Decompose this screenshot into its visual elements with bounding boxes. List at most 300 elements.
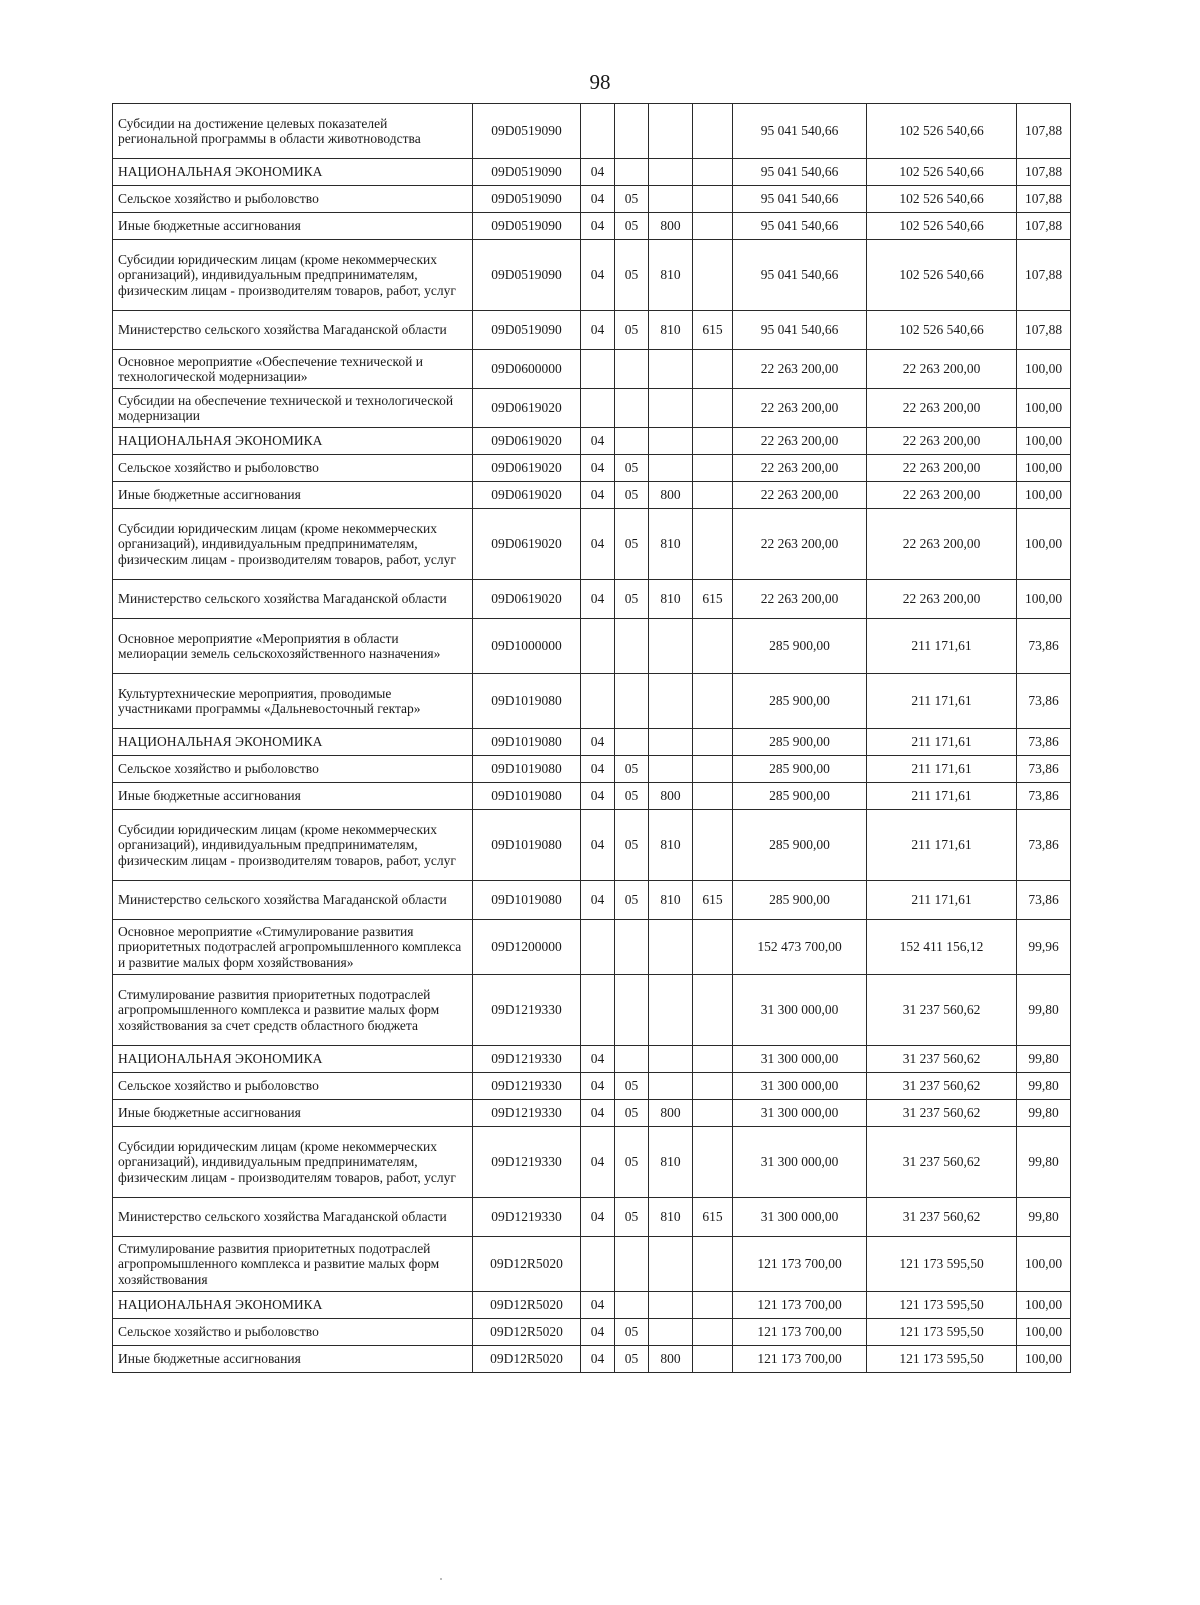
- planned-amount-cell: 95 041 540,66: [733, 311, 867, 350]
- administrator-cell: [693, 1346, 733, 1373]
- actual-amount-cell: 102 526 540,66: [867, 240, 1017, 311]
- section-cell: 04: [581, 729, 615, 756]
- row-name-cell: Субсидии юридическим лицам (кроме некоммерческих организаций), индивидуальным предпринимателям, физическим лицам - производителям товаров, работ, услуг: [113, 240, 473, 311]
- row-name-cell: Сельское хозяйство и рыболовство: [113, 186, 473, 213]
- execution-percent-cell: 100,00: [1017, 580, 1071, 619]
- subsection-cell: [615, 674, 649, 729]
- actual-amount-cell: 31 237 560,62: [867, 1198, 1017, 1237]
- planned-amount-cell: 121 173 700,00: [733, 1346, 867, 1373]
- planned-amount-cell: 22 263 200,00: [733, 482, 867, 509]
- actual-amount-cell: 211 171,61: [867, 881, 1017, 920]
- actual-amount-cell: 22 263 200,00: [867, 482, 1017, 509]
- administrator-cell: [693, 729, 733, 756]
- planned-amount-cell: 285 900,00: [733, 810, 867, 881]
- table-row: [113, 881, 1071, 920]
- planned-amount-cell: 285 900,00: [733, 783, 867, 810]
- target-article-cell: 09D1219330: [473, 1198, 581, 1237]
- expense-type-cell: 800: [649, 783, 693, 810]
- administrator-cell: [693, 104, 733, 159]
- administrator-cell: [693, 810, 733, 881]
- execution-percent-cell: 99,96: [1017, 920, 1071, 975]
- row-name-cell: НАЦИОНАЛЬНАЯ ЭКОНОМИКА: [113, 1292, 473, 1319]
- row-name-cell: Сельское хозяйство и рыболовство: [113, 756, 473, 783]
- target-article-cell: 09D0519090: [473, 240, 581, 311]
- actual-amount-cell: 102 526 540,66: [867, 311, 1017, 350]
- target-article-cell: 09D1219330: [473, 1127, 581, 1198]
- table-row: [113, 920, 1071, 975]
- table-row: [113, 1237, 1071, 1292]
- table-row: [113, 619, 1071, 674]
- row-name-cell: Иные бюджетные ассигнования: [113, 482, 473, 509]
- row-name-cell: Субсидии на достижение целевых показателей региональной программы в области животноводства: [113, 104, 473, 159]
- actual-amount-cell: 121 173 595,50: [867, 1237, 1017, 1292]
- section-cell: 04: [581, 810, 615, 881]
- target-article-cell: 09D0519090: [473, 213, 581, 240]
- expense-type-cell: 810: [649, 810, 693, 881]
- actual-amount-cell: 121 173 595,50: [867, 1292, 1017, 1319]
- target-article-cell: 09D1019080: [473, 756, 581, 783]
- execution-percent-cell: 107,88: [1017, 311, 1071, 350]
- actual-amount-cell: 31 237 560,62: [867, 1127, 1017, 1198]
- table-row: [113, 1127, 1071, 1198]
- table-row: [113, 674, 1071, 729]
- execution-percent-cell: 99,80: [1017, 1073, 1071, 1100]
- table-row: [113, 428, 1071, 455]
- row-name-cell: Субсидии на обеспечение технической и технологической модернизации: [113, 389, 473, 428]
- actual-amount-cell: 211 171,61: [867, 783, 1017, 810]
- execution-percent-cell: 100,00: [1017, 428, 1071, 455]
- subsection-cell: 05: [615, 1319, 649, 1346]
- actual-amount-cell: 22 263 200,00: [867, 455, 1017, 482]
- section-cell: 04: [581, 1100, 615, 1127]
- table-row: [113, 350, 1071, 389]
- execution-percent-cell: 99,80: [1017, 1198, 1071, 1237]
- administrator-cell: 615: [693, 311, 733, 350]
- row-name-cell: НАЦИОНАЛЬНАЯ ЭКОНОМИКА: [113, 1046, 473, 1073]
- expense-type-cell: [649, 455, 693, 482]
- actual-amount-cell: 211 171,61: [867, 810, 1017, 881]
- execution-percent-cell: 73,86: [1017, 783, 1071, 810]
- section-cell: [581, 674, 615, 729]
- execution-percent-cell: 73,86: [1017, 810, 1071, 881]
- expense-type-cell: [649, 1046, 693, 1073]
- execution-percent-cell: 100,00: [1017, 1319, 1071, 1346]
- subsection-cell: 05: [615, 455, 649, 482]
- planned-amount-cell: 285 900,00: [733, 619, 867, 674]
- actual-amount-cell: 22 263 200,00: [867, 509, 1017, 580]
- execution-percent-cell: 100,00: [1017, 1237, 1071, 1292]
- administrator-cell: [693, 350, 733, 389]
- row-name-cell: Министерство сельского хозяйства Магаданской области: [113, 881, 473, 920]
- table-row: [113, 810, 1071, 881]
- row-name-cell: Сельское хозяйство и рыболовство: [113, 455, 473, 482]
- table-row: [113, 1100, 1071, 1127]
- execution-percent-cell: 107,88: [1017, 213, 1071, 240]
- table-row: [113, 213, 1071, 240]
- table-row: [113, 509, 1071, 580]
- actual-amount-cell: 31 237 560,62: [867, 975, 1017, 1046]
- actual-amount-cell: 211 171,61: [867, 619, 1017, 674]
- execution-percent-cell: 100,00: [1017, 1292, 1071, 1319]
- row-name-cell: Основное мероприятие «Обеспечение технической и технологической модернизации»: [113, 350, 473, 389]
- administrator-cell: [693, 482, 733, 509]
- planned-amount-cell: 31 300 000,00: [733, 1100, 867, 1127]
- table-row: [113, 1346, 1071, 1373]
- row-name-cell: Субсидии юридическим лицам (кроме некоммерческих организаций), индивидуальным предпринимателям, физическим лицам - производителям товаров, работ, услуг: [113, 810, 473, 881]
- expense-type-cell: [649, 104, 693, 159]
- execution-percent-cell: 107,88: [1017, 159, 1071, 186]
- execution-percent-cell: 73,86: [1017, 756, 1071, 783]
- table-row: [113, 1319, 1071, 1346]
- section-cell: 04: [581, 580, 615, 619]
- table-row: [113, 186, 1071, 213]
- scan-speck: [440, 1578, 442, 1580]
- administrator-cell: [693, 186, 733, 213]
- actual-amount-cell: 152 411 156,12: [867, 920, 1017, 975]
- subsection-cell: 05: [615, 881, 649, 920]
- execution-percent-cell: 100,00: [1017, 350, 1071, 389]
- execution-percent-cell: 100,00: [1017, 482, 1071, 509]
- administrator-cell: [693, 1100, 733, 1127]
- actual-amount-cell: 22 263 200,00: [867, 428, 1017, 455]
- actual-amount-cell: 22 263 200,00: [867, 580, 1017, 619]
- section-cell: [581, 389, 615, 428]
- table-row: [113, 729, 1071, 756]
- administrator-cell: [693, 428, 733, 455]
- execution-percent-cell: 73,86: [1017, 729, 1071, 756]
- target-article-cell: 09D1019080: [473, 783, 581, 810]
- administrator-cell: [693, 509, 733, 580]
- planned-amount-cell: 22 263 200,00: [733, 350, 867, 389]
- planned-amount-cell: 31 300 000,00: [733, 975, 867, 1046]
- subsection-cell: [615, 389, 649, 428]
- administrator-cell: [693, 240, 733, 311]
- section-cell: 04: [581, 509, 615, 580]
- row-name-cell: Министерство сельского хозяйства Магаданской области: [113, 311, 473, 350]
- execution-percent-cell: 107,88: [1017, 240, 1071, 311]
- section-cell: [581, 1237, 615, 1292]
- subsection-cell: 05: [615, 213, 649, 240]
- subsection-cell: 05: [615, 810, 649, 881]
- section-cell: [581, 619, 615, 674]
- planned-amount-cell: 95 041 540,66: [733, 240, 867, 311]
- subsection-cell: [615, 159, 649, 186]
- section-cell: [581, 975, 615, 1046]
- subsection-cell: 05: [615, 756, 649, 783]
- administrator-cell: [693, 455, 733, 482]
- section-cell: 04: [581, 1319, 615, 1346]
- execution-percent-cell: 100,00: [1017, 389, 1071, 428]
- subsection-cell: 05: [615, 1346, 649, 1373]
- expense-type-cell: 800: [649, 1100, 693, 1127]
- expense-type-cell: 810: [649, 881, 693, 920]
- section-cell: 04: [581, 213, 615, 240]
- planned-amount-cell: 285 900,00: [733, 729, 867, 756]
- planned-amount-cell: 95 041 540,66: [733, 159, 867, 186]
- subsection-cell: [615, 729, 649, 756]
- target-article-cell: 09D0619020: [473, 509, 581, 580]
- administrator-cell: 615: [693, 580, 733, 619]
- expense-type-cell: [649, 920, 693, 975]
- row-name-cell: Основное мероприятие «Мероприятия в области мелиорации земель сельскохозяйственного назначения»: [113, 619, 473, 674]
- subsection-cell: 05: [615, 509, 649, 580]
- execution-percent-cell: 99,80: [1017, 1100, 1071, 1127]
- administrator-cell: [693, 389, 733, 428]
- administrator-cell: [693, 619, 733, 674]
- planned-amount-cell: 285 900,00: [733, 756, 867, 783]
- target-article-cell: 09D0619020: [473, 428, 581, 455]
- administrator-cell: [693, 975, 733, 1046]
- expense-type-cell: 800: [649, 1346, 693, 1373]
- row-name-cell: НАЦИОНАЛЬНАЯ ЭКОНОМИКА: [113, 729, 473, 756]
- actual-amount-cell: 121 173 595,50: [867, 1346, 1017, 1373]
- section-cell: 04: [581, 159, 615, 186]
- expense-type-cell: [649, 350, 693, 389]
- expense-type-cell: [649, 619, 693, 674]
- expense-type-cell: [649, 1073, 693, 1100]
- execution-percent-cell: 107,88: [1017, 186, 1071, 213]
- expense-type-cell: [649, 159, 693, 186]
- section-cell: 04: [581, 756, 615, 783]
- table-row: [113, 975, 1071, 1046]
- target-article-cell: 09D1019080: [473, 881, 581, 920]
- subsection-cell: [615, 1292, 649, 1319]
- table-row: [113, 311, 1071, 350]
- subsection-cell: [615, 975, 649, 1046]
- expense-type-cell: 800: [649, 213, 693, 240]
- section-cell: [581, 350, 615, 389]
- planned-amount-cell: 121 173 700,00: [733, 1292, 867, 1319]
- planned-amount-cell: 285 900,00: [733, 881, 867, 920]
- actual-amount-cell: 31 237 560,62: [867, 1046, 1017, 1073]
- target-article-cell: 09D1219330: [473, 975, 581, 1046]
- expense-type-cell: [649, 674, 693, 729]
- expense-type-cell: 810: [649, 1198, 693, 1237]
- row-name-cell: Министерство сельского хозяйства Магаданской области: [113, 1198, 473, 1237]
- planned-amount-cell: 31 300 000,00: [733, 1073, 867, 1100]
- expense-type-cell: 810: [649, 240, 693, 311]
- expense-type-cell: [649, 389, 693, 428]
- planned-amount-cell: 31 300 000,00: [733, 1046, 867, 1073]
- table-row: [113, 1292, 1071, 1319]
- planned-amount-cell: 285 900,00: [733, 674, 867, 729]
- target-article-cell: 09D1219330: [473, 1100, 581, 1127]
- planned-amount-cell: 22 263 200,00: [733, 509, 867, 580]
- subsection-cell: [615, 350, 649, 389]
- target-article-cell: 09D1019080: [473, 729, 581, 756]
- row-name-cell: НАЦИОНАЛЬНАЯ ЭКОНОМИКА: [113, 159, 473, 186]
- target-article-cell: 09D12R5020: [473, 1319, 581, 1346]
- subsection-cell: [615, 1046, 649, 1073]
- actual-amount-cell: 22 263 200,00: [867, 389, 1017, 428]
- administrator-cell: 615: [693, 1198, 733, 1237]
- expense-type-cell: 810: [649, 311, 693, 350]
- execution-percent-cell: 99,80: [1017, 1046, 1071, 1073]
- subsection-cell: 05: [615, 1073, 649, 1100]
- expense-type-cell: 810: [649, 509, 693, 580]
- actual-amount-cell: 31 237 560,62: [867, 1073, 1017, 1100]
- actual-amount-cell: 211 171,61: [867, 756, 1017, 783]
- planned-amount-cell: 121 173 700,00: [733, 1237, 867, 1292]
- subsection-cell: 05: [615, 783, 649, 810]
- actual-amount-cell: 211 171,61: [867, 674, 1017, 729]
- subsection-cell: 05: [615, 186, 649, 213]
- actual-amount-cell: 102 526 540,66: [867, 159, 1017, 186]
- row-name-cell: Иные бюджетные ассигнования: [113, 1100, 473, 1127]
- execution-percent-cell: 100,00: [1017, 1346, 1071, 1373]
- table-row: [113, 1073, 1071, 1100]
- expense-type-cell: [649, 428, 693, 455]
- target-article-cell: 09D1219330: [473, 1073, 581, 1100]
- execution-percent-cell: 73,86: [1017, 881, 1071, 920]
- section-cell: 04: [581, 1073, 615, 1100]
- row-name-cell: Сельское хозяйство и рыболовство: [113, 1073, 473, 1100]
- planned-amount-cell: 22 263 200,00: [733, 580, 867, 619]
- target-article-cell: 09D1019080: [473, 810, 581, 881]
- table-row: [113, 455, 1071, 482]
- section-cell: 04: [581, 881, 615, 920]
- table-row: [113, 482, 1071, 509]
- target-article-cell: 09D12R5020: [473, 1292, 581, 1319]
- section-cell: 04: [581, 1292, 615, 1319]
- subsection-cell: 05: [615, 240, 649, 311]
- section-cell: 04: [581, 455, 615, 482]
- administrator-cell: [693, 674, 733, 729]
- table-row: [113, 104, 1071, 159]
- section-cell: [581, 920, 615, 975]
- table-row: [113, 783, 1071, 810]
- row-name-cell: Иные бюджетные ассигнования: [113, 1346, 473, 1373]
- expense-type-cell: [649, 975, 693, 1046]
- planned-amount-cell: 95 041 540,66: [733, 104, 867, 159]
- planned-amount-cell: 22 263 200,00: [733, 455, 867, 482]
- planned-amount-cell: 152 473 700,00: [733, 920, 867, 975]
- expense-type-cell: [649, 1237, 693, 1292]
- table-row: [113, 159, 1071, 186]
- administrator-cell: [693, 1319, 733, 1346]
- administrator-cell: [693, 1046, 733, 1073]
- subsection-cell: [615, 428, 649, 455]
- table-row: [113, 1046, 1071, 1073]
- row-name-cell: Министерство сельского хозяйства Магаданской области: [113, 580, 473, 619]
- target-article-cell: 09D0519090: [473, 159, 581, 186]
- planned-amount-cell: 31 300 000,00: [733, 1198, 867, 1237]
- execution-percent-cell: 99,80: [1017, 975, 1071, 1046]
- page-number: 98: [589, 70, 611, 94]
- administrator-cell: [693, 1073, 733, 1100]
- expense-type-cell: [649, 729, 693, 756]
- execution-percent-cell: 99,80: [1017, 1127, 1071, 1198]
- row-name-cell: Субсидии юридическим лицам (кроме некоммерческих организаций), индивидуальным предпринимателям, физическим лицам - производителям товаров, работ, услуг: [113, 509, 473, 580]
- table-row: [113, 580, 1071, 619]
- expense-type-cell: 800: [649, 482, 693, 509]
- expense-type-cell: 810: [649, 1127, 693, 1198]
- administrator-cell: 615: [693, 881, 733, 920]
- target-article-cell: 09D0519090: [473, 311, 581, 350]
- execution-percent-cell: 73,86: [1017, 619, 1071, 674]
- planned-amount-cell: 22 263 200,00: [733, 389, 867, 428]
- actual-amount-cell: 102 526 540,66: [867, 186, 1017, 213]
- row-name-cell: НАЦИОНАЛЬНАЯ ЭКОНОМИКА: [113, 428, 473, 455]
- administrator-cell: [693, 1127, 733, 1198]
- subsection-cell: [615, 1237, 649, 1292]
- target-article-cell: 09D0619020: [473, 389, 581, 428]
- section-cell: 04: [581, 240, 615, 311]
- execution-percent-cell: 100,00: [1017, 509, 1071, 580]
- actual-amount-cell: 102 526 540,66: [867, 213, 1017, 240]
- target-article-cell: 09D0619020: [473, 482, 581, 509]
- subsection-cell: 05: [615, 580, 649, 619]
- administrator-cell: [693, 1237, 733, 1292]
- target-article-cell: 09D1200000: [473, 920, 581, 975]
- subsection-cell: [615, 920, 649, 975]
- section-cell: 04: [581, 186, 615, 213]
- expense-type-cell: [649, 186, 693, 213]
- administrator-cell: [693, 213, 733, 240]
- subsection-cell: 05: [615, 1127, 649, 1198]
- administrator-cell: [693, 756, 733, 783]
- target-article-cell: 09D0519090: [473, 104, 581, 159]
- subsection-cell: [615, 619, 649, 674]
- table-row: [113, 756, 1071, 783]
- planned-amount-cell: 31 300 000,00: [733, 1127, 867, 1198]
- execution-percent-cell: 100,00: [1017, 455, 1071, 482]
- budget-table-body: [113, 104, 1071, 1373]
- row-name-cell: Стимулирование развития приоритетных подотраслей агропромышленного комплекса и развитие малых форм хозяйствования: [113, 1237, 473, 1292]
- actual-amount-cell: 102 526 540,66: [867, 104, 1017, 159]
- actual-amount-cell: 121 173 595,50: [867, 1319, 1017, 1346]
- execution-percent-cell: 73,86: [1017, 674, 1071, 729]
- target-article-cell: 09D1000000: [473, 619, 581, 674]
- expense-type-cell: [649, 756, 693, 783]
- target-article-cell: 09D1219330: [473, 1046, 581, 1073]
- actual-amount-cell: 211 171,61: [867, 729, 1017, 756]
- administrator-cell: [693, 1292, 733, 1319]
- target-article-cell: 09D1019080: [473, 674, 581, 729]
- subsection-cell: 05: [615, 311, 649, 350]
- subsection-cell: 05: [615, 1198, 649, 1237]
- expense-type-cell: [649, 1319, 693, 1346]
- table-row: [113, 1198, 1071, 1237]
- section-cell: 04: [581, 1198, 615, 1237]
- expense-type-cell: [649, 1292, 693, 1319]
- subsection-cell: 05: [615, 1100, 649, 1127]
- row-name-cell: Субсидии юридическим лицам (кроме некоммерческих организаций), индивидуальным предпринимателям, физическим лицам - производителям товаров, работ, услуг: [113, 1127, 473, 1198]
- row-name-cell: Основное мероприятие «Стимулирование развития приоритетных подотраслей агропромышленного комплекса и развитие малых форм хозяйствования»: [113, 920, 473, 975]
- section-cell: [581, 104, 615, 159]
- section-cell: 04: [581, 1346, 615, 1373]
- planned-amount-cell: 22 263 200,00: [733, 428, 867, 455]
- planned-amount-cell: 121 173 700,00: [733, 1319, 867, 1346]
- administrator-cell: [693, 783, 733, 810]
- subsection-cell: [615, 104, 649, 159]
- actual-amount-cell: 31 237 560,62: [867, 1100, 1017, 1127]
- execution-percent-cell: 107,88: [1017, 104, 1071, 159]
- section-cell: 04: [581, 428, 615, 455]
- row-name-cell: Культуртехнические мероприятия, проводимые участниками программы «Дальневосточный гектар»: [113, 674, 473, 729]
- row-name-cell: Сельское хозяйство и рыболовство: [113, 1319, 473, 1346]
- table-row: [113, 240, 1071, 311]
- section-cell: 04: [581, 311, 615, 350]
- planned-amount-cell: 95 041 540,66: [733, 213, 867, 240]
- target-article-cell: 09D12R5020: [473, 1346, 581, 1373]
- row-name-cell: Иные бюджетные ассигнования: [113, 783, 473, 810]
- target-article-cell: 09D12R5020: [473, 1237, 581, 1292]
- row-name-cell: Стимулирование развития приоритетных подотраслей агропромышленного комплекса и развитие малых форм хозяйствования за счет средств областного бюджета: [113, 975, 473, 1046]
- section-cell: 04: [581, 783, 615, 810]
- actual-amount-cell: 22 263 200,00: [867, 350, 1017, 389]
- section-cell: 04: [581, 482, 615, 509]
